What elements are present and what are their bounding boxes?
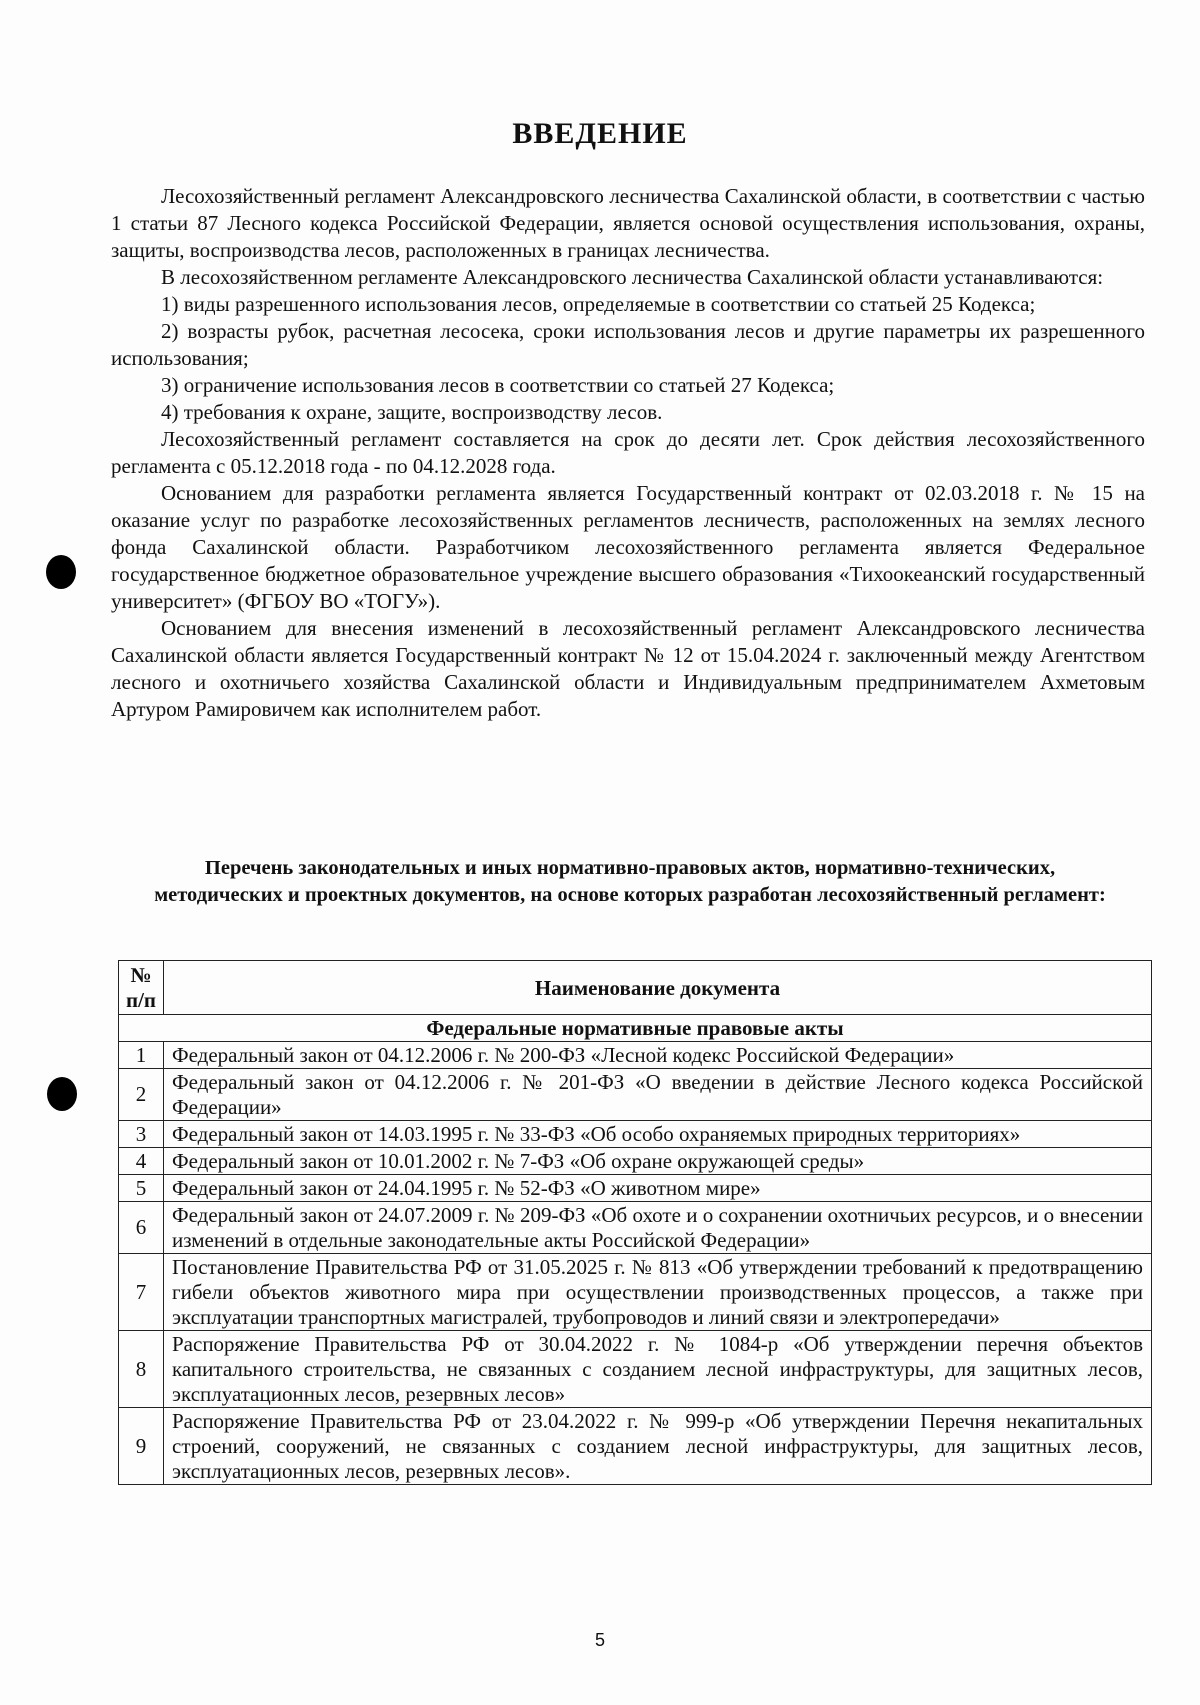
row-number: 4 [119,1148,164,1175]
page-title: ВВЕДЕНИЕ [512,117,688,150]
list-item: 1) виды разрешенного использования лесов, определяемые в соответствии со статьей 25 Кодекса; [161,292,1036,316]
intro-text [111,183,1145,723]
table-row [119,1069,1152,1121]
row-document: Постановление Правительства РФ от 31.05.2025 г. № 813 «Об утверждении требований к предотвращению гибели объектов животного мира при осуществлении производственных процессов, а также при эксплуатации транспортных магистралей, трубопроводов и линий связи и электропередачи» [164,1254,1152,1331]
table-row [119,1175,1152,1202]
paragraph: Основанием для внесения изменений в лесохозяйственный регламент Александровского лесничества Сахалинской области является Государственный контракт № 12 от 15.04.2024 г. заключенный между Агентством лесного и охотничьего хозяйства Сахалинской области и Индивидуальным предпринимателем Ахметовым Артуром Рамировичем как исполнителем работ. [111,616,1145,721]
list-item: 4) требования к охране, защите, воспроизводству лесов. [161,400,663,424]
punch-hole-bottom [47,1077,77,1111]
row-number: 6 [119,1202,164,1254]
row-document: Федеральный закон от 24.07.2009 г. № 209-ФЗ «Об охоте и о сохранении охотничьих ресурсов, и о внесении изменений в отдельные законодательные акты Российской Федерации» [164,1202,1152,1254]
row-number: 7 [119,1254,164,1331]
paragraph: Лесохозяйственный регламент Александровского лесничества Сахалинской области, в соответствии с частью 1 статьи 87 Лесного кодекса Российской Федерации, является основой осуществления использования, охраны, защиты, воспроизводства лесов, расположенных в границах лесничества. [111,184,1145,262]
table-row [119,1408,1152,1485]
table-row [119,1121,1152,1148]
row-document: Распоряжение Правительства РФ от 30.04.2022 г. № 1084-р «Об утверждении перечня объектов капитального строительства, не связанных с созданием лесной инфраструктуры, для защитных лесов, эксплуатационных лесов, резервных лесов» [164,1331,1152,1408]
column-header-number: № п/п [119,961,164,1015]
row-number: 3 [119,1121,164,1148]
table-section-row [119,1015,1152,1042]
documents-list-heading: Перечень законодательных и иных нормативно-правовых актов, нормативно-технических, методических и проектных документов, на основе которых разработан лесохозяйственный регламент: [154,857,1106,906]
paragraph: Лесохозяйственный регламент составляется на срок до десяти лет. Срок действия лесохозяйственного регламента с 05.12.2018 года - по 04.12.2028 года. [111,427,1145,478]
row-document: Федеральный закон от 10.01.2002 г. № 7-ФЗ «Об охране окружающей среды» [164,1148,1152,1175]
row-number: 8 [119,1331,164,1408]
section-title: Федеральные нормативные правовые акты [119,1015,1152,1042]
paragraph: Основанием для разработки регламента является Государственный контракт от 02.03.2018 г. № 15 на оказание услуг по разработке лесохозяйственных регламентов лесничеств, расположенных на землях лесного фонда Сахалинской области. Разработчиком лесохозяйственного регламента является Федеральное государственное бюджетное образовательное учреждение высшего образования «Тихоокеанский государственный университет» (ФГБОУ ВО «ТОГУ»). [111,481,1145,613]
table-row [119,1331,1152,1408]
list-item: 3) ограничение использования лесов в соответствии со статьей 27 Кодекса; [161,373,835,397]
row-document: Федеральный закон от 24.04.1995 г. № 52-ФЗ «О животном мире» [164,1175,1152,1202]
row-document: Федеральный закон от 04.12.2006 г. № 200-ФЗ «Лесной кодекс Российской Федерации» [164,1042,1152,1069]
punch-hole-top [46,555,76,589]
row-number: 5 [119,1175,164,1202]
row-number: 9 [119,1408,164,1485]
column-header-name: Наименование документа [164,961,1152,1015]
row-number: 1 [119,1042,164,1069]
row-number: 2 [119,1069,164,1121]
page-number: 5 [594,1630,605,1650]
table-row [119,1254,1152,1331]
table-row [119,1042,1152,1069]
paragraph: В лесохозяйственном регламенте Александровского лесничества Сахалинской области устанавливаются: [161,265,1104,289]
list-item: 2) возрасты рубок, расчетная лесосека, сроки использования лесов и другие параметры их разрешенного использования; [111,319,1145,370]
table-row [119,1202,1152,1254]
table-row [119,1148,1152,1175]
row-document: Распоряжение Правительства РФ от 23.04.2022 г. № 999-р «Об утверждении Перечня некапитальных строений, сооружений, не связанных с созданием лесной инфраструктуры, для защитных лесов, эксплуатационных лесов, резервных лесов». [164,1408,1152,1485]
table-header-row [119,961,1152,1015]
row-document: Федеральный закон от 14.03.1995 г. № 33-ФЗ «Об особо охраняемых природных территориях» [164,1121,1152,1148]
documents-table [118,960,1152,1485]
row-document: Федеральный закон от 04.12.2006 г. № 201-ФЗ «О введении в действие Лесного кодекса Российской Федерации» [164,1069,1152,1121]
